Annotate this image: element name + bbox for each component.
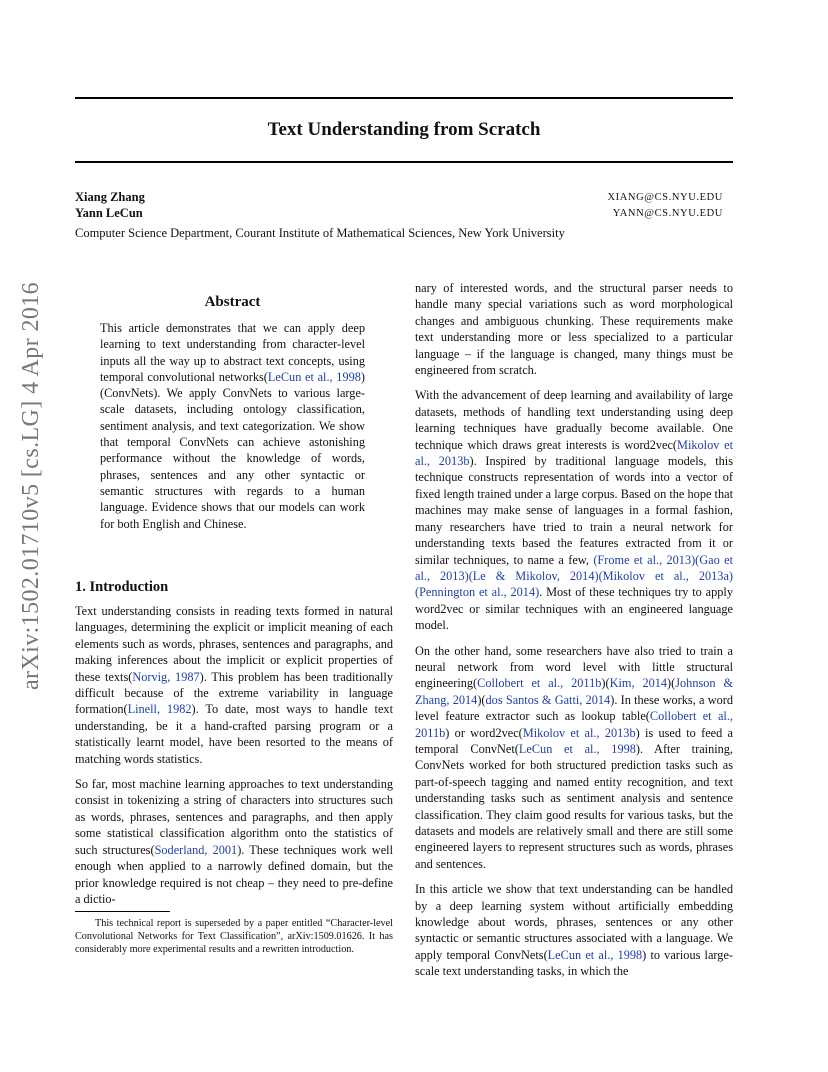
- abstract-heading: Abstract: [204, 294, 261, 310]
- title-top-rule: [75, 97, 733, 99]
- title-bottom-rule: [75, 161, 733, 163]
- right-column: [415, 280, 733, 989]
- paper-title: Text Understanding from Scratch: [267, 119, 541, 140]
- citation-link[interactable]: Johnson & Zhang, 2014: [415, 676, 734, 707]
- paragraph: Text understanding consists in reading texts formed in natural languages, determining the explicit or implicit meaning of each elements such as words, phrases, sentences and paragraphs, and making inferences about the implicit or explicit properties of these texts(Norvig, 1987). This problem has been traditionally difficult because of the extreme variability in language formation(Linell, 1982). To date, most ways to handle text understanding, be it a hand-crafted parsing program or a statistically learnt model, have been resorted to the means of matching words statistics.: [75, 604, 393, 766]
- arxiv-identifier: arXiv:1502.01710v5 [cs.LG] 4 Apr 2016: [18, 281, 44, 690]
- citation-link[interactable]: LeCun et al., 1998: [267, 369, 361, 384]
- citation-link[interactable]: Soderland, 2001: [154, 842, 238, 857]
- author-email[interactable]: YANN@CS.NYU.EDU: [612, 208, 723, 219]
- citation-link[interactable]: Norvig, 1987: [132, 669, 200, 684]
- abstract-body: This article demonstrates that we can apply deep learning to text understanding from character-level inputs all the way up to abstract text concepts, using temporal convolutional networks(LeCun et al., 1998) (ConvNets). We apply ConvNets to various large-scale datasets, including ontology classification, sentiment analysis, and text categorization. We show that temporal ConvNets can achieve astonishing performance without the knowledge of words, phrases, sentences and any other syntactic or semantic structures with regards to a human language. Evidence shows that our models can work for both English and Chinese.: [100, 321, 365, 531]
- citation-link[interactable]: Collobert et al., 2011b: [477, 676, 602, 691]
- citation-link[interactable]: Kim, 2014: [609, 676, 668, 691]
- author-name: Yann LeCun: [75, 206, 143, 220]
- citation-link[interactable]: Linell, 1982: [127, 702, 192, 717]
- footnote: This technical report is superseded by a paper entitled “Character-level Convolutional Networks for Text Classification”, arXiv:1509.01626. It has considerably more experimental results and a rewritten introduction.: [75, 918, 393, 955]
- paragraph: In this article we show that text understanding can be handled by a deep learning system without artificially embedding knowledge about words, phrases, sentences or any other syntactic or semantic structures associated with a language. We apply temporal ConvNets(LeCun et al., 1998) to various large-scale text understanding tasks, in which the: [415, 882, 734, 979]
- citation-link[interactable]: Mikolov et al., 2013b: [415, 437, 733, 469]
- citation-link[interactable]: dos Santos & Gatti, 2014: [485, 692, 611, 707]
- citation-link[interactable]: Collobert et al., 2011b: [415, 709, 733, 740]
- citation-link[interactable]: LeCun et al., 1998: [547, 947, 643, 962]
- paragraph: With the advancement of deep learning and availability of large datasets, methods of handling text understanding using deep learning techniques have gradually become available. One technique which draws great interests is word2vec(Mikolov et al., 2013b). Inspired by traditional language models, this technique constructs representation of words into a vector of fixed length trained under a large corpus. Based on the hope that machines may make sense of languages in a formal fashion, many researchers have tried to train a neural network for understanding texts based the features extracted from it or similar techniques, to name a few, (Frome et al., 2013)(Gao et al., 2013)(Le & Mikolov, 2014)(Mikolov et al., 2013a)(Pennington et al., 2014). Most of these techniques try to apply word2vec or similar techniques with an engineered language model.: [415, 388, 733, 633]
- section-heading: 1. Introduction: [75, 579, 169, 595]
- author-email[interactable]: XIANG@CS.NYU.EDU: [607, 192, 723, 203]
- affiliation: Computer Science Department, Courant Institute of Mathematical Sciences, New York University: [75, 226, 565, 240]
- citation-link[interactable]: LeCun et al., 1998: [518, 741, 636, 756]
- citation-link[interactable]: (Frome et al., 2013)(Gao et al., 2013)(Le & Mikolov, 2014)(Mikolov et al., 2013a)(Pennington et al., 2014): [415, 552, 733, 600]
- paragraph: So far, most machine learning approaches to text understanding consist in tokenizing a string of characters into structures such as words, phrases, sentences and paragraphs, and then apply some statistical classification algorithm onto the statistics of such structures(Soderland, 2001). These techniques work well enough when applied to a narrowly defined domain, but the prior knowledge required is not cheap – they need to pre-define a dictio-: [75, 777, 393, 906]
- paragraph: nary of interested words, and the structural parser needs to handle many special variations such as word morphological changes and ambiguous chunking. These requirements make text understanding more or less specialized to a particular language – if the language is changed, many things must be engineered from scratch.: [415, 281, 733, 378]
- citation-link[interactable]: Mikolov et al., 2013b: [522, 725, 636, 740]
- left-column: [75, 603, 393, 916]
- footnote-rule: [75, 911, 170, 912]
- paragraph: On the other hand, some researchers have also tried to train a neural network from word level with little structural engineering(Collobert et al., 2011b)(Kim, 2014)(Johnson & Zhang, 2014)(dos Santos & Gatti, 2014). In these works, a word level feature extractor such as lookup table(Collobert et al., 2011b) or word2vec(Mikolov et al., 2013b) is used to feed a temporal ConvNet(LeCun et al., 1998). After training, ConvNets worked for both structured prediction tasks such as part-of-speech tagging and named entity recognition, and text understanding tasks such as sentiment analysis and sentence classification. They claim good results for various tasks, but the datasets and models are relatively small and there are still some engineered layers to represent structures such as words, phrases and sentences.: [415, 643, 734, 871]
- author-name: Xiang Zhang: [75, 190, 145, 204]
